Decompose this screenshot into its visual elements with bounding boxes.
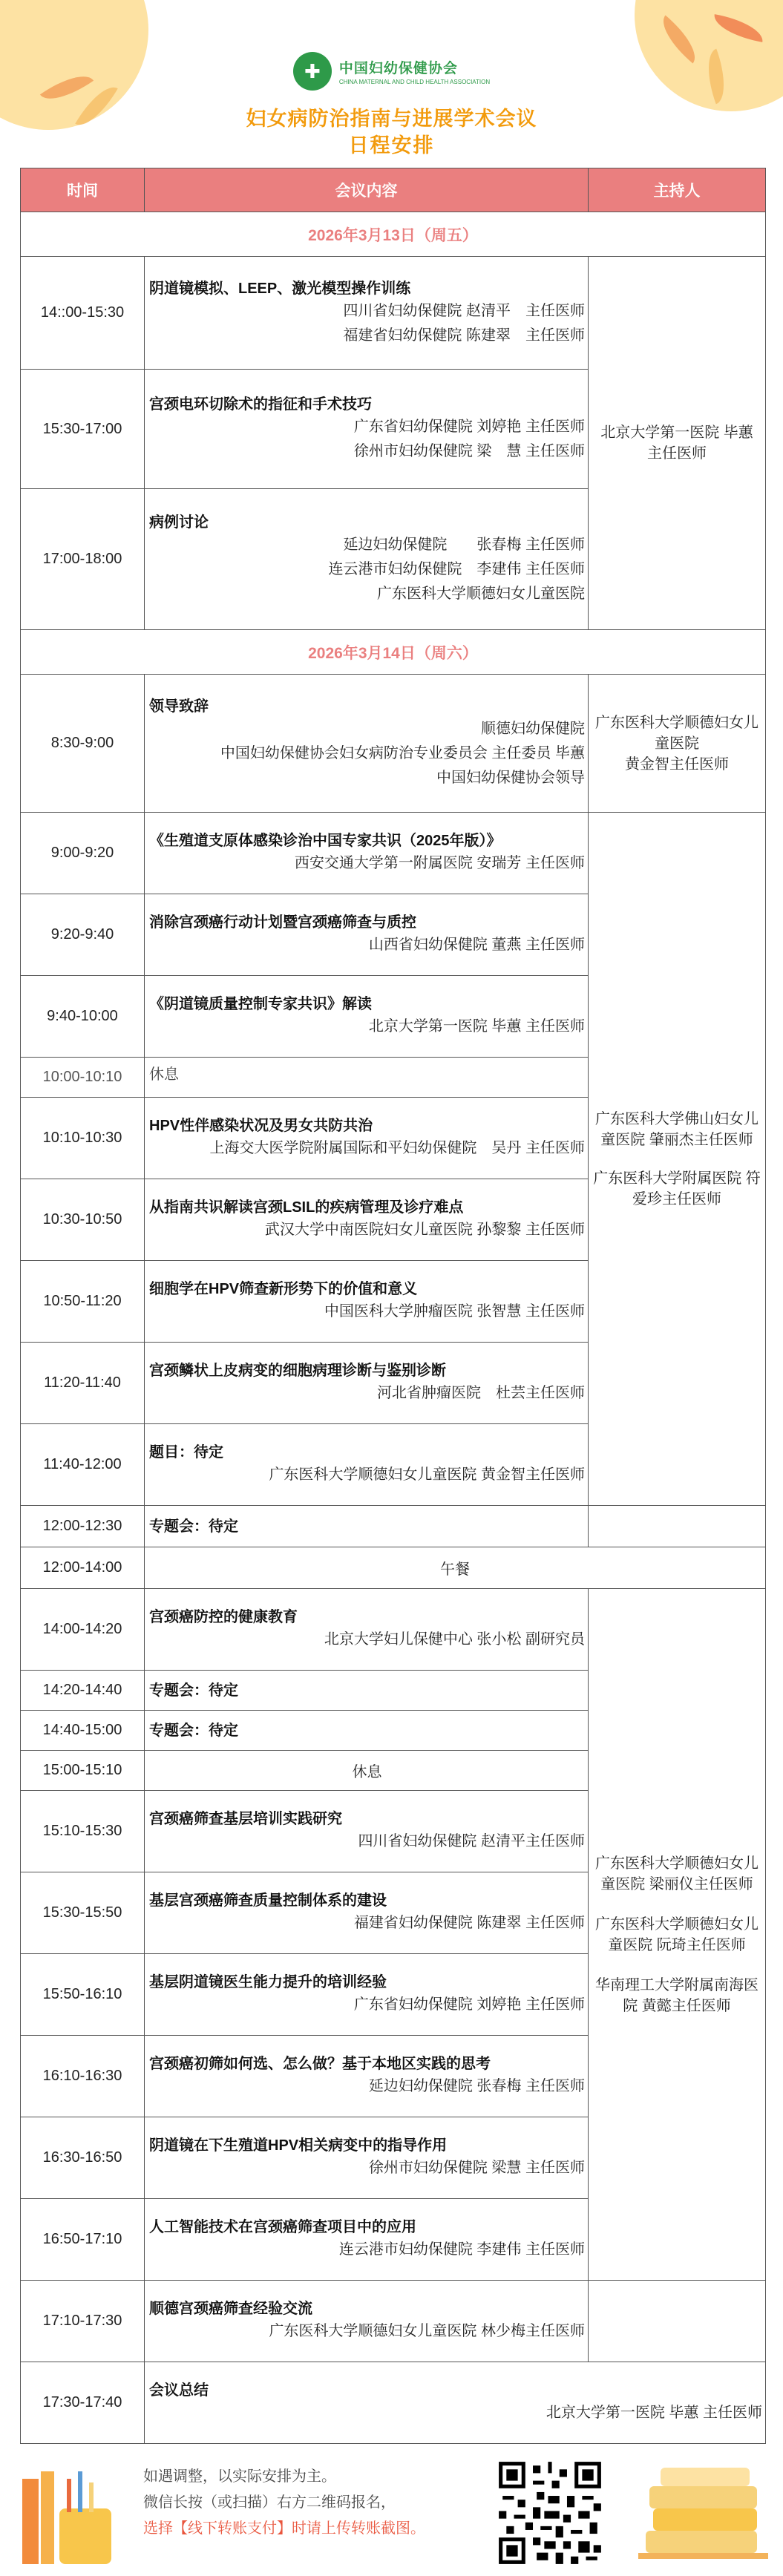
- session-content: [145, 2117, 589, 2199]
- session-content: [145, 489, 589, 630]
- session-content: [145, 2199, 589, 2281]
- session-time: 10:50-11:20: [21, 1261, 145, 1343]
- session-content: [145, 1424, 589, 1506]
- table-row: [21, 675, 766, 813]
- session-content: [145, 1791, 589, 1872]
- session-content: [145, 2362, 766, 2444]
- speaker: 广东省妇幼保健院 刘婷艳 主任医师: [353, 419, 585, 435]
- session-content: [145, 1506, 589, 1547]
- session-topic: HPV性伴感染状况及男女共防共治: [149, 1118, 373, 1134]
- session-content: [145, 1751, 589, 1791]
- session-topic: 会议总结: [149, 2382, 209, 2399]
- association-emblem-icon: ✚: [293, 52, 332, 91]
- page-footer: [0, 2442, 783, 2576]
- table-row: [21, 813, 766, 894]
- date-row-day1: 2026年3月13日（周五）: [21, 212, 766, 257]
- session-time: 15:30-17:00: [21, 370, 145, 489]
- session-time: 10:00-10:10: [21, 1058, 145, 1098]
- session-topic: 宫颈癌初筛如何选、怎么做？基于本地区实践的思考: [149, 2056, 491, 2072]
- session-topic: 阴道镜模拟、LEEP、激光模型操作训练: [149, 280, 411, 297]
- speaker: 延边妇幼保健院 张春梅 主任医师: [368, 2078, 585, 2094]
- session-time: 16:50-17:10: [21, 2199, 145, 2281]
- session-topic: 题目：待定: [149, 1444, 223, 1461]
- speaker: 四川省妇幼保健院 赵清平主任医师: [358, 1833, 585, 1849]
- session-time: 9:40-10:00: [21, 976, 145, 1058]
- table-row: [21, 2362, 766, 2444]
- footer-note: 微信长按（或扫描）右方二维码报名，: [143, 2494, 396, 2511]
- session-topic: 基层阴道镜医生能力提升的培训经验: [149, 1974, 387, 1990]
- lunch-label: 午餐: [145, 1547, 766, 1589]
- session-content: [145, 1058, 589, 1098]
- host-name: 华南理工大学附属南海医院 黄懿主任医师: [595, 1976, 759, 2014]
- table-row: [21, 2281, 766, 2362]
- speaker: 中国妇幼保健协会妇女病防治专业委员会 主任委员 毕蕙: [220, 745, 585, 761]
- session-time: 17:00-18:00: [21, 489, 145, 630]
- session-time: 15:10-15:30: [21, 1791, 145, 1872]
- speaker: 广东医科大学顺德妇女儿童医院 林少梅主任医师: [269, 2323, 585, 2339]
- session-content: [145, 370, 589, 489]
- session-time: 15:00-15:10: [21, 1751, 145, 1791]
- host-name: 广东医科大学顺德妇女儿童医院 阮琦主任医师: [595, 1915, 759, 1953]
- session-topic: 《生殖道支原体感染诊治中国专家共识（2025年版）》: [149, 833, 502, 849]
- registration-qr-code[interactable]: [495, 2458, 605, 2568]
- lunch-row: [21, 1547, 766, 1589]
- org-name-en: CHINA MATERNAL AND CHILD HEALTH ASSOCIATION: [338, 79, 491, 85]
- session-content: [145, 2036, 589, 2117]
- header-content: 会议内容: [145, 168, 589, 212]
- session-time: 12:00-14:00: [21, 1547, 145, 1589]
- session-content: [145, 2281, 589, 2362]
- speaker: 山西省妇幼保健院 董燕 主任医师: [368, 937, 585, 953]
- session-topic: 阴道镜在下生殖道HPV相关病变中的指导作用: [149, 2137, 448, 2154]
- session-time: 14::00-15:30: [21, 257, 145, 370]
- session-topic: 消除宫颈癌行动计划暨宫颈癌筛查与质控: [149, 914, 416, 931]
- speaker: 广东医科大学顺德妇女儿童医院: [377, 586, 585, 602]
- session-content: [145, 1711, 589, 1751]
- session-topic: 专题会：待定: [149, 1722, 238, 1739]
- host-cell-empty: [589, 1506, 766, 1547]
- session-time: 15:30-15:50: [21, 1872, 145, 1954]
- host-cell: [589, 813, 766, 1506]
- date-row-day2: 2026年3月14日（周六）: [21, 630, 766, 675]
- speaker: 徐州市妇幼保健院 梁慧 主任医师: [368, 2160, 585, 2176]
- host-cell: [589, 1589, 766, 2281]
- speaker: 武汉大学中南医院妇女儿童医院 孙黎黎 主任医师: [264, 1222, 585, 1238]
- session-content: [145, 1098, 589, 1179]
- speaker: 中国妇幼保健协会领导: [436, 770, 585, 786]
- speaker: 广东省妇幼保健院 刘婷艳 主任医师: [353, 1996, 585, 2013]
- session-content: [145, 976, 589, 1058]
- session-topic: 宫颈电环切除术的指征和手术技巧: [149, 396, 372, 413]
- host-name: 广东医科大学顺德妇女儿童医院 黄金智主任医师: [595, 714, 759, 773]
- speaker: 福建省妇幼保健院 陈建翠 主任医师: [353, 1915, 585, 1931]
- session-topic: 专题会：待定: [149, 1518, 238, 1535]
- header-time: 时间: [21, 168, 145, 212]
- session-time: 14:20-14:40: [21, 1671, 145, 1711]
- speaker: 徐州市妇幼保健院 梁 慧 主任医师: [353, 443, 585, 459]
- speaker: 河北省肿瘤医院 杜芸主任医师: [377, 1385, 585, 1401]
- speaker: 顺德妇幼保健院: [481, 721, 585, 737]
- session-topic: 人工智能技术在宫颈癌筛查项目中的应用: [149, 2219, 416, 2235]
- speaker: 广东医科大学顺德妇女儿童医院 黄金智主任医师: [269, 1466, 585, 1483]
- host-cell: [589, 675, 766, 813]
- session-time: 10:30-10:50: [21, 1179, 145, 1261]
- speaker: 西安交通大学第一附属医院 安瑞芳 主任医师: [294, 855, 585, 871]
- session-content: [145, 675, 589, 813]
- session-time: 9:00-9:20: [21, 813, 145, 894]
- table-header-row: [21, 168, 766, 212]
- speaker: 连云港市妇幼保健院 李建伟 主任医师: [338, 2241, 585, 2258]
- session-content: [145, 1343, 589, 1424]
- host-name: 广东医科大学顺德妇女儿童医院 梁丽仪主任医师: [595, 1855, 759, 1892]
- footer-note-highlight: 选择【线下转账支付】时请上传转账截图。: [143, 2520, 425, 2537]
- footer-note: 如遇调整，以实际安排为主。: [143, 2468, 336, 2485]
- session-topic: 细胞学在HPV筛查新形势下的价值和意义: [149, 1281, 418, 1297]
- session-time: 8:30-9:00: [21, 675, 145, 813]
- session-time: 17:30-17:40: [21, 2362, 145, 2444]
- page-header: [0, 0, 783, 167]
- speaker: 北京大学第一医院 毕蕙 主任医师: [368, 1018, 585, 1035]
- session-topic: 从指南共识解读宫颈LSIL的疾病管理及诊疗难点: [149, 1199, 464, 1216]
- session-topic: 宫颈癌筛查基层培训实践研究: [149, 1811, 342, 1827]
- session-topic: 专题会：待定: [149, 1682, 238, 1699]
- session-time: 10:10-10:30: [21, 1098, 145, 1179]
- session-content: [145, 1872, 589, 1954]
- session-topic: 宫颈鳞状上皮病变的细胞病理诊断与鉴别诊断: [149, 1363, 446, 1379]
- host-cell: 北京大学第一医院 毕蕙 主任医师: [589, 257, 766, 630]
- speaker: 北京大学妇儿保健中心 张小松 副研究员: [324, 1631, 585, 1648]
- table-row: [21, 1589, 766, 1671]
- speaker: 中国医科大学肿瘤医院 张智慧 主任医师: [324, 1303, 585, 1320]
- session-content: [145, 1261, 589, 1343]
- header-host: 主持人: [589, 168, 766, 212]
- host-name: 广东医科大学佛山妇女儿童医院 肇丽杰主任医师: [595, 1110, 759, 1148]
- session-content: [145, 894, 589, 976]
- session-time: 11:20-11:40: [21, 1343, 145, 1424]
- session-time: 15:50-16:10: [21, 1954, 145, 2036]
- speaker: 福建省妇幼保健院 陈建翠 主任医师: [343, 327, 585, 344]
- break-label: 休息: [352, 1764, 382, 1780]
- speaker: 北京大学第一医院 毕蕙 主任医师: [546, 2405, 762, 2421]
- page-subtitle: 日程安排: [348, 134, 435, 157]
- speaker: 连云港市妇幼保健院 李建伟 主任医师: [328, 561, 585, 577]
- session-time: 16:30-16:50: [21, 2117, 145, 2199]
- org-logo: [0, 52, 783, 91]
- org-name: 中国妇幼保健协会: [338, 61, 458, 76]
- speaker: 四川省妇幼保健院 赵清平 主任医师: [343, 302, 585, 319]
- session-time: 14:00-14:20: [21, 1589, 145, 1671]
- session-time: 11:40-12:00: [21, 1424, 145, 1506]
- table-row: [21, 1506, 766, 1547]
- session-time: 16:10-16:30: [21, 2036, 145, 2117]
- page-title: 妇女病防治指南与进展学术会议: [246, 108, 537, 130]
- speaker: 上海交大医学院附属国际和平妇幼保健院 吴丹 主任医师: [209, 1140, 585, 1156]
- footer-notes: [143, 2464, 425, 2542]
- session-content: [145, 1954, 589, 2036]
- books-stack-icon: [638, 2457, 768, 2568]
- session-topic: 宫颈癌防控的健康教育: [149, 1609, 298, 1625]
- schedule-table: [20, 168, 766, 2444]
- session-content: [145, 813, 589, 894]
- session-content: [145, 1589, 589, 1671]
- session-topic: 病例讨论: [149, 514, 209, 531]
- session-time: 17:10-17:30: [21, 2281, 145, 2362]
- table-row: [21, 257, 766, 370]
- session-content: [145, 257, 589, 370]
- session-topic: 领导致辞: [149, 698, 209, 715]
- session-time: 12:00-12:30: [21, 1506, 145, 1547]
- session-topic: 基层宫颈癌筛查质量控制体系的建设: [149, 1892, 387, 1909]
- session-content: [145, 1179, 589, 1261]
- session-topic: 顺德宫颈癌筛查经验交流: [149, 2301, 312, 2317]
- session-content: [145, 1671, 589, 1711]
- session-time: 9:20-9:40: [21, 894, 145, 976]
- host-cell-empty: [589, 2281, 766, 2362]
- session-time: 14:40-15:00: [21, 1711, 145, 1751]
- break-label: 休息: [149, 1066, 179, 1083]
- speaker: 延边妇幼保健院 张春梅 主任医师: [343, 537, 585, 553]
- pencils-books-icon: [19, 2457, 130, 2568]
- host-name: 广东医科大学附属医院 符爱珍主任医师: [593, 1170, 761, 1207]
- session-topic: 《阴道镜质量控制专家共识》解读: [149, 996, 372, 1012]
